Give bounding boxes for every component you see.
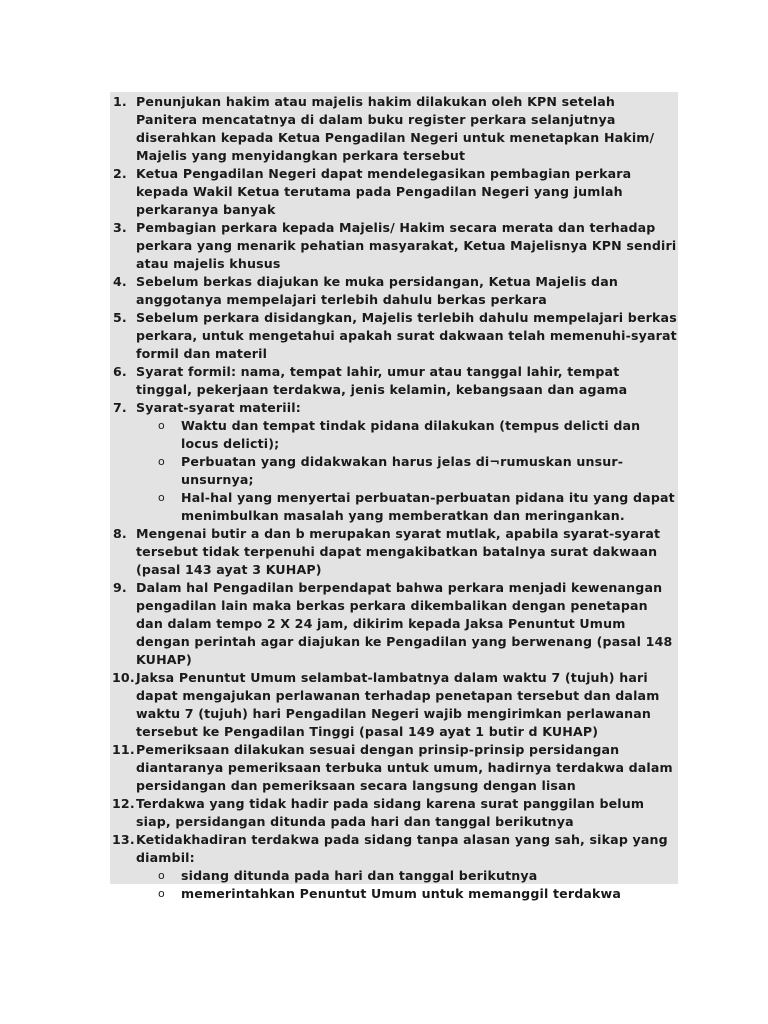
item-number: 8.: [113, 526, 127, 541]
sub-list: [110, 867, 678, 903]
list-item: [110, 363, 678, 399]
item-number: 10.: [112, 670, 135, 685]
list-item: [110, 525, 678, 579]
bullet-icon: o: [158, 491, 165, 504]
sub-item-text: Waktu dan tempat tindak pidana dilakukan (tempus delicti dan locus delicti);: [181, 418, 641, 451]
sub-item-text: sidang ditunda pada hari dan tanggal berikutnya: [181, 868, 538, 883]
item-text: Syarat-syarat materiil:: [136, 400, 301, 415]
list-item: [110, 669, 678, 741]
list-item: [110, 93, 678, 165]
bullet-icon: o: [158, 887, 165, 900]
item-number: 11.: [112, 742, 135, 757]
item-number: 7.: [113, 400, 127, 415]
item-number: 5.: [113, 310, 127, 325]
sub-list-item: [136, 885, 678, 903]
item-text: Pembagian perkara kepada Majelis/ Hakim secara merata dan terhadap perkara yang menarik pehatian masyarakat, Ketua Majelisnya KPN sendiri atau majelis khusus: [136, 220, 677, 271]
item-number: 4.: [113, 274, 127, 289]
list-item: [110, 165, 678, 219]
item-text: Sebelum perkara disidangkan, Majelis terlebih dahulu mempelajari berkas perkara, untuk mengetahui apakah surat dakwaan telah memenuhi-syarat formil dan materil: [136, 310, 677, 361]
item-text: Dalam hal Pengadilan berpendapat bahwa perkara menjadi kewenangan pengadilan lain maka berkas perkara dikembalikan dengan penetapan dan dalam tempo 2 X 24 jam, dikirim kepada Jaksa Penuntut Umum dengan perintah agar diajukan ke Pengadilan yang berwenang (pasal 148 KUHAP): [136, 580, 673, 667]
item-text: Sebelum berkas diajukan ke muka persidangan, Ketua Majelis dan anggotanya mempelajari terlebih dahulu berkas perkara: [136, 274, 618, 307]
list-item: [110, 219, 678, 273]
item-text: Syarat formil: nama, tempat lahir, umur atau tanggal lahir, tempat tinggal, pekerjaan terdakwa, jenis kelamin, kebangsaan dan agama: [136, 364, 628, 397]
list-item: [110, 579, 678, 669]
item-number: 6.: [113, 364, 127, 379]
list-item: [110, 831, 678, 867]
list-item: [110, 309, 678, 363]
item-number: 2.: [113, 166, 127, 181]
list-item: [110, 273, 678, 309]
sub-list-item: [136, 417, 678, 453]
item-text: Terdakwa yang tidak hadir pada sidang karena surat panggilan belum siap, persidangan ditunda pada hari dan tanggal berikutnya: [136, 796, 645, 829]
sub-item-text: Perbuatan yang didakwakan harus jelas di¬rumuskan unsur-unsurnya;: [181, 454, 624, 487]
item-text: Pemeriksaan dilakukan sesuai dengan prinsip-prinsip persidangan diantaranya pemeriksaan terbuka untuk umum, hadirnya terdakwa dalam persidangan dan pemeriksaan secara langsung dengan lisan: [136, 742, 673, 793]
item-text: Ketidakhadiran terdakwa pada sidang tanpa alasan yang sah, sikap yang diambil:: [136, 832, 668, 865]
bullet-icon: o: [158, 419, 165, 432]
sub-item-text: memerintahkan Penuntut Umum untuk memanggil terdakwa: [181, 886, 621, 901]
list-item: [110, 741, 678, 795]
sub-item-text: Hal-hal yang menyertai perbuatan-perbuatan pidana itu yang dapat menimbulkan masalah yang memberatkan dan meringankan.: [181, 490, 675, 523]
sub-list-item: [136, 453, 678, 489]
item-number: 12.: [112, 796, 135, 811]
numbered-list: [110, 92, 678, 903]
item-number: 1.: [113, 94, 127, 109]
sub-list: [110, 417, 678, 525]
document-page: [110, 92, 678, 901]
bullet-icon: o: [158, 455, 165, 468]
item-number: 9.: [113, 580, 127, 595]
item-text: Ketua Pengadilan Negeri dapat mendelegasikan pembagian perkara kepada Wakil Ketua terutama pada Pengadilan Negeri yang jumlah perkaranya banyak: [136, 166, 632, 217]
sub-list-item: [136, 867, 678, 885]
bullet-icon: o: [158, 869, 165, 882]
sub-list-item: [136, 489, 678, 525]
item-text: Penunjukan hakim atau majelis hakim dilakukan oleh KPN setelah Panitera mencatatnya di dalam buku register perkara selanjutnya diserahkan kepada Ketua Pengadilan Negeri untuk menetapkan Hakim/ Majelis yang menyidangkan perkara tersebut: [136, 94, 655, 163]
item-text: Mengenai butir a dan b merupakan syarat mutlak, apabila syarat-syarat tersebut tidak terpenuhi dapat mengakibatkan batalnya surat dakwaan (pasal 143 ayat 3 KUHAP): [136, 526, 661, 577]
item-number: 3.: [113, 220, 127, 235]
item-text: Jaksa Penuntut Umum selambat-lambatnya dalam waktu 7 (tujuh) hari dapat mengajukan perlawanan terhadap penetapan tersebut dan dalam waktu 7 (tujuh) hari Pengadilan Negeri wajib mengirimkan perlawanan tersebut ke Pengadilan Tinggi (pasal 149 ayat 1 butir d KUHAP): [136, 670, 660, 739]
item-number: 13.: [112, 832, 135, 847]
list-item: [110, 399, 678, 417]
list-item: [110, 795, 678, 831]
